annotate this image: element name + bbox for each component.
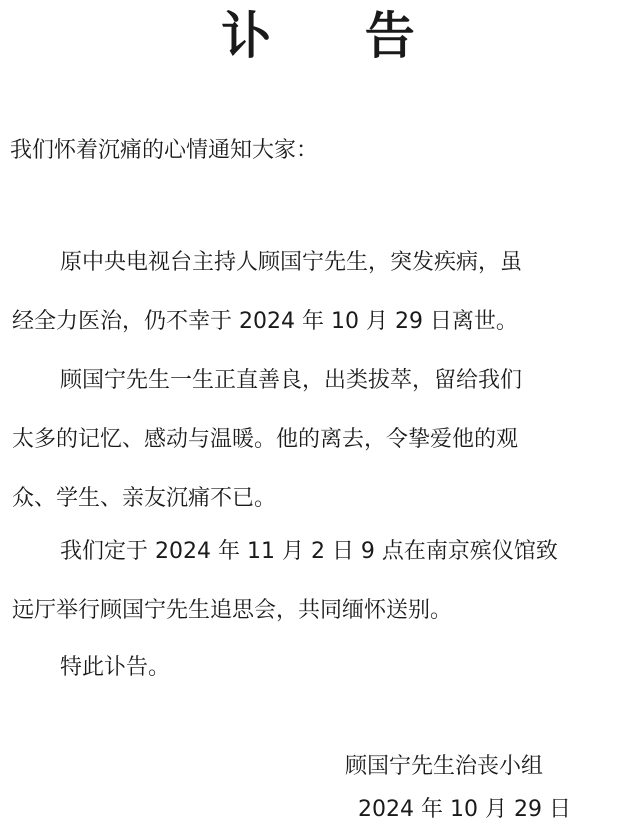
notice-title: 讣 告 [221, 7, 453, 65]
paragraph-2-line-3: 众、学生、亲友沉痛不已。 [12, 486, 277, 511]
paragraph-1-line-2: 经全力医治，仍不幸于 2024 年 10 月 29 日离世。 [12, 309, 518, 334]
signature-committee: 顾国宁先生治丧小组 [345, 754, 544, 779]
salutation: 我们怀着沉痛的心情通知大家： [10, 138, 319, 163]
paragraph-2-line-1: 顾国宁先生一生正直善良，出类拔萃，留给我们 [60, 368, 523, 393]
paragraph-1-line-1: 原中央电视台主持人顾国宁先生，突发疾病，虽 [60, 250, 523, 275]
paragraph-2-line-2: 太多的记忆、感动与温暖。他的离去，令挚爱他的观 [12, 427, 519, 452]
paragraph-3-line-1: 我们定于 2024 年 11 月 2 日 9 点在南京殡仪馆致 [60, 539, 558, 564]
paragraph-4-line-1: 特此讣告。 [60, 655, 171, 680]
signature-date: 2024 年 10 月 29 日 [358, 797, 571, 822]
paragraph-3-line-2: 远厅举行顾国宁先生追思会，共同缅怀送别。 [12, 598, 453, 623]
